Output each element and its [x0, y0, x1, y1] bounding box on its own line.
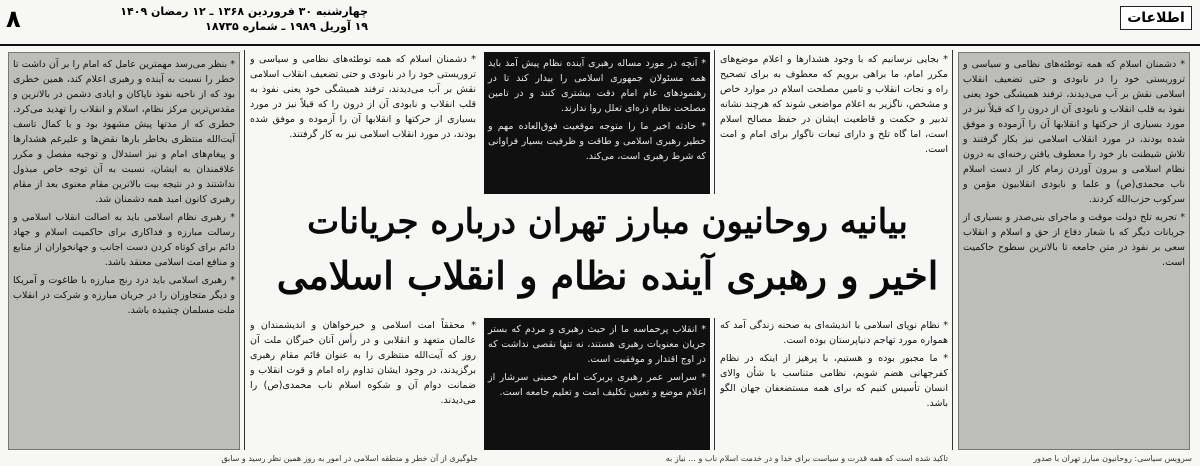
- paragraph: * دشمنان اسلام که همه توطئه‌های نظامی و سیاسی و تروریستی خود را در نابودی و حتی تضعیف انقلاب اسلامی نقش بر آب می‌دیدند، ترفند همیشگی خود یعنی نفوذ به قلب انقلاب و نابودی آن از درون را که قبلاً نیز در مورد بسیاری از حرکتها و انقلابها آن را آزموده و موفق شده بودند، در مورد انقلاب اسلامی نیز به کار گرفتند.: [250, 54, 476, 140]
- column-lower-dark: [484, 318, 710, 450]
- paragraph: * سراسر عمر رهبری پربرکت امام خمینی سرشار از اعلام موضع و تعیین تکلیف امت و تعلیم جامعه است.: [488, 372, 706, 398]
- column-rule: [952, 50, 953, 450]
- page-number: ۸: [6, 5, 21, 33]
- footer-snippet: جلوگیری از آن خطر و منطقه اسلامی در امور به روز همین نظر رسید و سابق: [221, 454, 478, 463]
- headline-line-2: اخیر و رهبری آینده نظام و انقلاب اسلامی: [276, 253, 939, 298]
- issue-date-gregorian: ۱۹ آوریل ۱۹۸۹ ـ شماره ۱۸۷۳۵: [205, 20, 368, 33]
- paragraph: * ما مجبور بوده و هستیم، با پرهیز از اینکه در نظام کفرجهانی هضم شویم، نظامی متناسب با شأن والای انسان تأسیس کنیم که برای همه مستضعفان جهان الگو باشد.: [720, 353, 948, 409]
- column-upper-dark: [484, 52, 710, 194]
- column-rule: [244, 50, 245, 450]
- paragraph: * آنچه در مورد مساله رهبری آینده نظام پیش آمد باید همه مسئولان جمهوری اسلامی را بیدار کند تا در رهنمودهای عام امام دقت بیشتری کنند و در تامین مصلحت نظام ذره‌ای تعلل روا ندارند.: [488, 58, 706, 114]
- paragraph: * بنظر می‌رسد مهمترین عامل که امام را بر آن داشت تا خطر را نسبت به آینده و رهبری اعلام کند، همین خطری بود که از ناحیه نفوذ ناپاکان و ایادی دشمن در بالاترین و مقدس‌ترین مرکز نظام، اسلام و انقلاب را تهدید می‌کرد. خطری که از مدتها پیش مشهود بود و با کمال تاسف آیت‌الله منتظری بخاطر بارها نقض‌ها و علیرغم هشدارها و پیغام‌های امام و نیز استدلال و توجیه مفصل و مکرر علاقمندان به ایشان، نسبت به آن توجه خاص مبذول نداشتند و در نتیجه بیت بالاترین مقام معنوی بعد از مقام رهبری کانون امید همه دشمنان شد.: [13, 59, 235, 205]
- page-header: [0, 0, 1200, 46]
- column-right-shaded: [958, 52, 1190, 450]
- paragraph: * نظام نوپای اسلامی با اندیشه‌ای به صحنه زندگی آمد که همواره مورد تهاجم دنیاپرستان بوده است.: [720, 320, 948, 346]
- column-upper-mid-left: [250, 52, 476, 194]
- column-rule: [714, 50, 715, 194]
- issue-date-persian: چهارشنبه ۳۰ فروردین ۱۳۶۸ ـ ۱۲ رمضان ۱۴۰۹: [120, 5, 368, 18]
- footer-snippet: تاکید شده است که همه قدرت و سیاست برای خدا و در خدمت اسلام ناب و ... نیاز به: [665, 454, 948, 463]
- column-rule: [714, 318, 715, 450]
- footer-snippet: سرویس سیاسی: روحانیون مبارز تهران با صدور: [1033, 454, 1192, 463]
- paragraph: * رهبری نظام اسلامی باید به اصالت انقلاب اسلامی و رسالت مبارزه و فداکاری برای حاکمیت اسلام و جهاد دائم برای کوتاه کردن دست اجانب و جهانخواران از منابع و منافع امت اسلامی معتقد باشد.: [13, 212, 235, 268]
- paragraph: * محققاً امت اسلامی و خیرخواهان و اندیشمندان و عالمان متعهد و انقلابی و در رأس آنان خبرگان ملت آن روز که آیت‌الله منتظری را به عنوان قائم مقام رهبری برگزیدند، در وجود ایشان تداوم راه امام و قوت انقلاب و ضمانت دوام آن و شکوه اسلام ناب محمدی(ص) را می‌دیدند.: [250, 320, 476, 406]
- paragraph: * حادثه اخیر ما را متوجه موقعیت فوق‌العاده مهم و خطیر رهبری اسلامی و طاقت و ظرفیت بسیار فراوانی که شرط رهبری است، می‌کند.: [488, 121, 706, 162]
- paragraph: * رهبری اسلامی باید درد رنج مبارزه با طاغوت و آمریکا و دیگر متجاوزان را در جریان مبارزه و شرکت در انقلاب ملت مسلمان چشیده باشد.: [13, 275, 235, 316]
- paragraph: * بجایی نرسانیم که با وجود هشدارها و اعلام موضع‌های مکرر امام، ما براهی برویم که معطوف به برای تصحیح راه و نجات انقلاب و تامین مصلحت اسلام در موارد خاص و مشخص، ناگزیر به اعلام مواضعی شوند که هرچند نشانه تدبیر و حکمت و قاطعیت ایشان در حفظ مصالح اسلام است، اما گاه تلخ و دارای تبعات ناگوار برای امام و امت است.: [720, 54, 948, 155]
- masthead: اطلاعات: [1120, 6, 1192, 30]
- paragraph: * انقلاب پرحماسه ما از حیث رهبری و مردم که بستر جریان معنویات رهبری هستند، نه تنها نقصی نداشت که در اوج اقتدار و موفقیت است.: [488, 324, 706, 365]
- column-upper-mid-right: [720, 52, 948, 194]
- issue-date: [8, 4, 368, 34]
- column-left-shaded: [8, 52, 240, 450]
- paragraph: * تجربه تلخ دولت موقت و ماجرای بنی‌صدر و بسیاری از جریانات دیگر که با شعار دفاع از حق و اسلام و انقلاب سعی بر نفوذ در متن جامعه تا بالاترین سطوح حاکمیت است.: [963, 212, 1185, 268]
- headline-line-1: بیانیه روحانیون مبارز تهران درباره جریانات: [307, 202, 908, 242]
- column-lower-mid-left: [250, 318, 476, 450]
- paragraph: * دشمنان اسلام که همه توطئه‌های نظامی و سیاسی و تروریستی خود را در نابودی و حتی تضعیف انقلاب اسلامی نقش بر آب می‌دیدند، ترفند همیشگی خود یعنی نفوذ به قلب انقلاب و نابودی آن از درون را که قبلاً نیز در مورد بسیاری از حرکتها و انقلابها آن را آزموده و موفق شده بودند، در مورد انقلاب اسلامی نیز بکار گرفتند و تلاش شیطنت بار خود را معطوف یافتن رخنه‌ای به درون نظام اسلامی و بیرون آوردن زمام کار از دست اسلام ناب محمدی(ص) و علما و نابودی انقلابیون مؤمن و سرکوب حزب‌الله کردند.: [963, 59, 1185, 205]
- main-headline: [255, 196, 960, 316]
- column-lower-mid-right: [720, 318, 948, 450]
